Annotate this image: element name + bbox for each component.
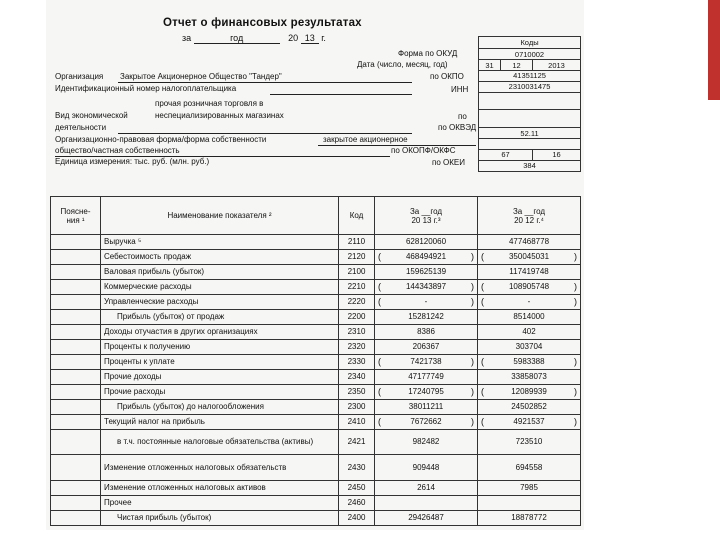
row-code: 2330 [339,354,375,369]
row-value-previous: 33858073 [478,369,581,384]
row-name: Проценты к уплате [101,354,339,369]
period-year: 13 [301,33,319,44]
table-row [51,309,581,324]
row-value-previous: ( ) 12089939 [478,384,581,399]
row-name: Прочие доходы [101,369,339,384]
code-blank-3 [479,139,581,150]
inn-label: Идентификационный номер налогоплательщика [55,84,237,93]
label-okopf: по ОКОПФ/ОКФС [391,146,456,155]
col-note-header: Поясне-ния ¹ [51,197,101,235]
row-code: 2450 [339,480,375,495]
financial-results-table [50,196,581,526]
row-note [51,264,101,279]
row-name: Проценты к получению [101,339,339,354]
row-note [51,429,101,455]
row-value-current: 2614 [375,480,478,495]
row-code: 2400 [339,510,375,525]
row-note [51,324,101,339]
row-code: 2300 [339,399,375,414]
label-okei: по ОКЕИ [432,158,465,167]
row-note [51,309,101,324]
page-title: Отчет о финансовых результатах [163,17,362,29]
col-name-header: Наименование показателя ² [101,197,339,235]
label-okpo: по ОКПО [430,72,464,81]
row-name: Выручка ⁵ [101,235,339,250]
org-name: Закрытое Акционерное Общество "Тандер" [120,72,282,81]
row-value-previous: 303704 [478,339,581,354]
label-inn: ИНН [451,85,469,94]
row-value-current: 38011211 [375,399,478,414]
row-note [51,384,101,399]
row-name: Текущий налог на прибыль [101,414,339,429]
row-code: 2421 [339,429,375,455]
row-value-previous: 723510 [478,429,581,455]
code-date-day: 31 [479,60,501,71]
row-value-current: ( ) 144343897 [375,279,478,294]
row-value-current: 15281242 [375,309,478,324]
row-code: 2320 [339,339,375,354]
row-value-current: 628120060 [375,235,478,250]
row-value-previous [478,495,581,510]
activity-po: по [458,112,467,121]
row-note [51,249,101,264]
col-previous-header: За __год 20 12 г.⁴ [478,197,581,235]
code-date-year: 2013 [533,60,581,71]
code-okfs: 16 [533,149,581,160]
row-note [51,369,101,384]
table-row [51,399,581,414]
table-row [51,249,581,264]
table-row [51,235,581,250]
row-name: в т.ч. постоянные налоговые обязательства (активы) [101,429,339,455]
row-value-current: ( ) - [375,294,478,309]
row-name: Себестоимость продаж [101,249,339,264]
row-code: 2200 [339,309,375,324]
row-value-previous: 7985 [478,480,581,495]
row-value-current: ( ) 17240795 [375,384,478,399]
row-value-current: 206367 [375,339,478,354]
row-name: Изменение отложенных налоговых активов [101,480,339,495]
row-value-current: ( ) 7672662 [375,414,478,429]
label-okved: по ОКВЭД [438,123,477,132]
row-name: Прибыль (убыток) от продаж [101,309,339,324]
row-note [51,480,101,495]
row-code: 2340 [339,369,375,384]
row-note [51,294,101,309]
row-value-current: ( ) 7421738 [375,354,478,369]
row-note [51,399,101,414]
row-note [51,414,101,429]
table-row [51,480,581,495]
row-value-previous: 117419748 [478,264,581,279]
row-name: Прочие расходы [101,384,339,399]
row-value-previous: ( ) 5983388 [478,354,581,369]
row-code: 2350 [339,384,375,399]
table-row [51,455,581,481]
units-label: Единица измерения: тыс. руб. (млн. руб.) [55,157,210,166]
code-okpo: 41351125 [479,71,581,82]
row-code: 2110 [339,235,375,250]
label-okud: Форма по ОКУД [398,49,458,58]
row-value-previous: 477468778 [478,235,581,250]
code-okud: 0710002 [479,49,581,60]
codes-table: Коды 0710002 31 12 2013 41351125 2310031475 52.11 67 16 384 [478,36,581,172]
row-value-current: 909448 [375,455,478,481]
table-row [51,429,581,455]
activity-label-2: деятельности [55,123,107,132]
code-okei: 384 [479,160,581,171]
row-code: 2120 [339,249,375,264]
table-row [51,324,581,339]
table-row [51,264,581,279]
table-row [51,354,581,369]
row-name: Прибыль (убыток) до налогообложения [101,399,339,414]
row-value-previous: 694558 [478,455,581,481]
accent-bar [708,0,720,100]
table-row [51,510,581,525]
row-note [51,495,101,510]
row-note [51,339,101,354]
table-row [51,414,581,429]
activity-line-1: прочая розничная торговля в [155,99,264,108]
row-code: 2410 [339,414,375,429]
org-label: Организация [55,72,104,81]
table-row [51,384,581,399]
legal-value-1: закрытое акционерное [323,135,408,144]
row-value-previous: 24502852 [478,399,581,414]
row-note [51,235,101,250]
activity-line-2: неспециализированных магазинах [155,111,284,120]
row-code: 2430 [339,455,375,481]
row-code: 2210 [339,279,375,294]
table-row [51,495,581,510]
table-row [51,294,581,309]
row-code: 2310 [339,324,375,339]
row-note [51,279,101,294]
row-code: 2220 [339,294,375,309]
row-value-current: 8386 [375,324,478,339]
row-value-current: 159625139 [375,264,478,279]
period-word: год [194,33,280,44]
report-period: за год 20 13 г. [182,33,326,43]
row-value-current [375,495,478,510]
code-okved: 52.11 [479,128,581,139]
row-value-previous: 18878772 [478,510,581,525]
row-name: Управленческие расходы [101,294,339,309]
row-value-current: ( ) 468494921 [375,249,478,264]
row-value-current: 29426487 [375,510,478,525]
activity-label-1: Вид экономической [55,111,128,120]
table-row [51,339,581,354]
code-inn: 2310031475 [479,81,581,92]
code-blank-2 [479,110,581,128]
table-row [51,369,581,384]
row-value-previous: ( ) - [478,294,581,309]
table-row [51,279,581,294]
row-value-current: 982482 [375,429,478,455]
row-value-previous: ( ) 4921537 [478,414,581,429]
legal-value-2: общество/частная собственность [55,146,180,155]
row-code: 2460 [339,495,375,510]
legal-label: Организационно-правовая форма/форма собственности [55,135,267,144]
row-name: Доходы отучастия в других организациях [101,324,339,339]
label-date: Дата (число, месяц, год) [357,60,448,69]
row-note [51,510,101,525]
row-name: Чистая прибыль (убыток) [101,510,339,525]
row-name: Коммерческие расходы [101,279,339,294]
code-date-month: 12 [501,60,533,71]
col-code-header: Код [339,197,375,235]
row-note [51,455,101,481]
row-value-previous: ( ) 350045031 [478,249,581,264]
row-value-previous: 402 [478,324,581,339]
row-name: Прочее [101,495,339,510]
row-value-previous: ( ) 108905748 [478,279,581,294]
row-value-previous: 8514000 [478,309,581,324]
row-code: 2100 [339,264,375,279]
code-blank-1 [479,92,581,110]
col-current-header: За __год 20 13 г.³ [375,197,478,235]
row-note [51,354,101,369]
row-name: Изменение отложенных налоговых обязательств [101,455,339,481]
row-value-current: 47177749 [375,369,478,384]
row-name: Валовая прибыль (убыток) [101,264,339,279]
code-okopf: 67 [479,149,533,160]
